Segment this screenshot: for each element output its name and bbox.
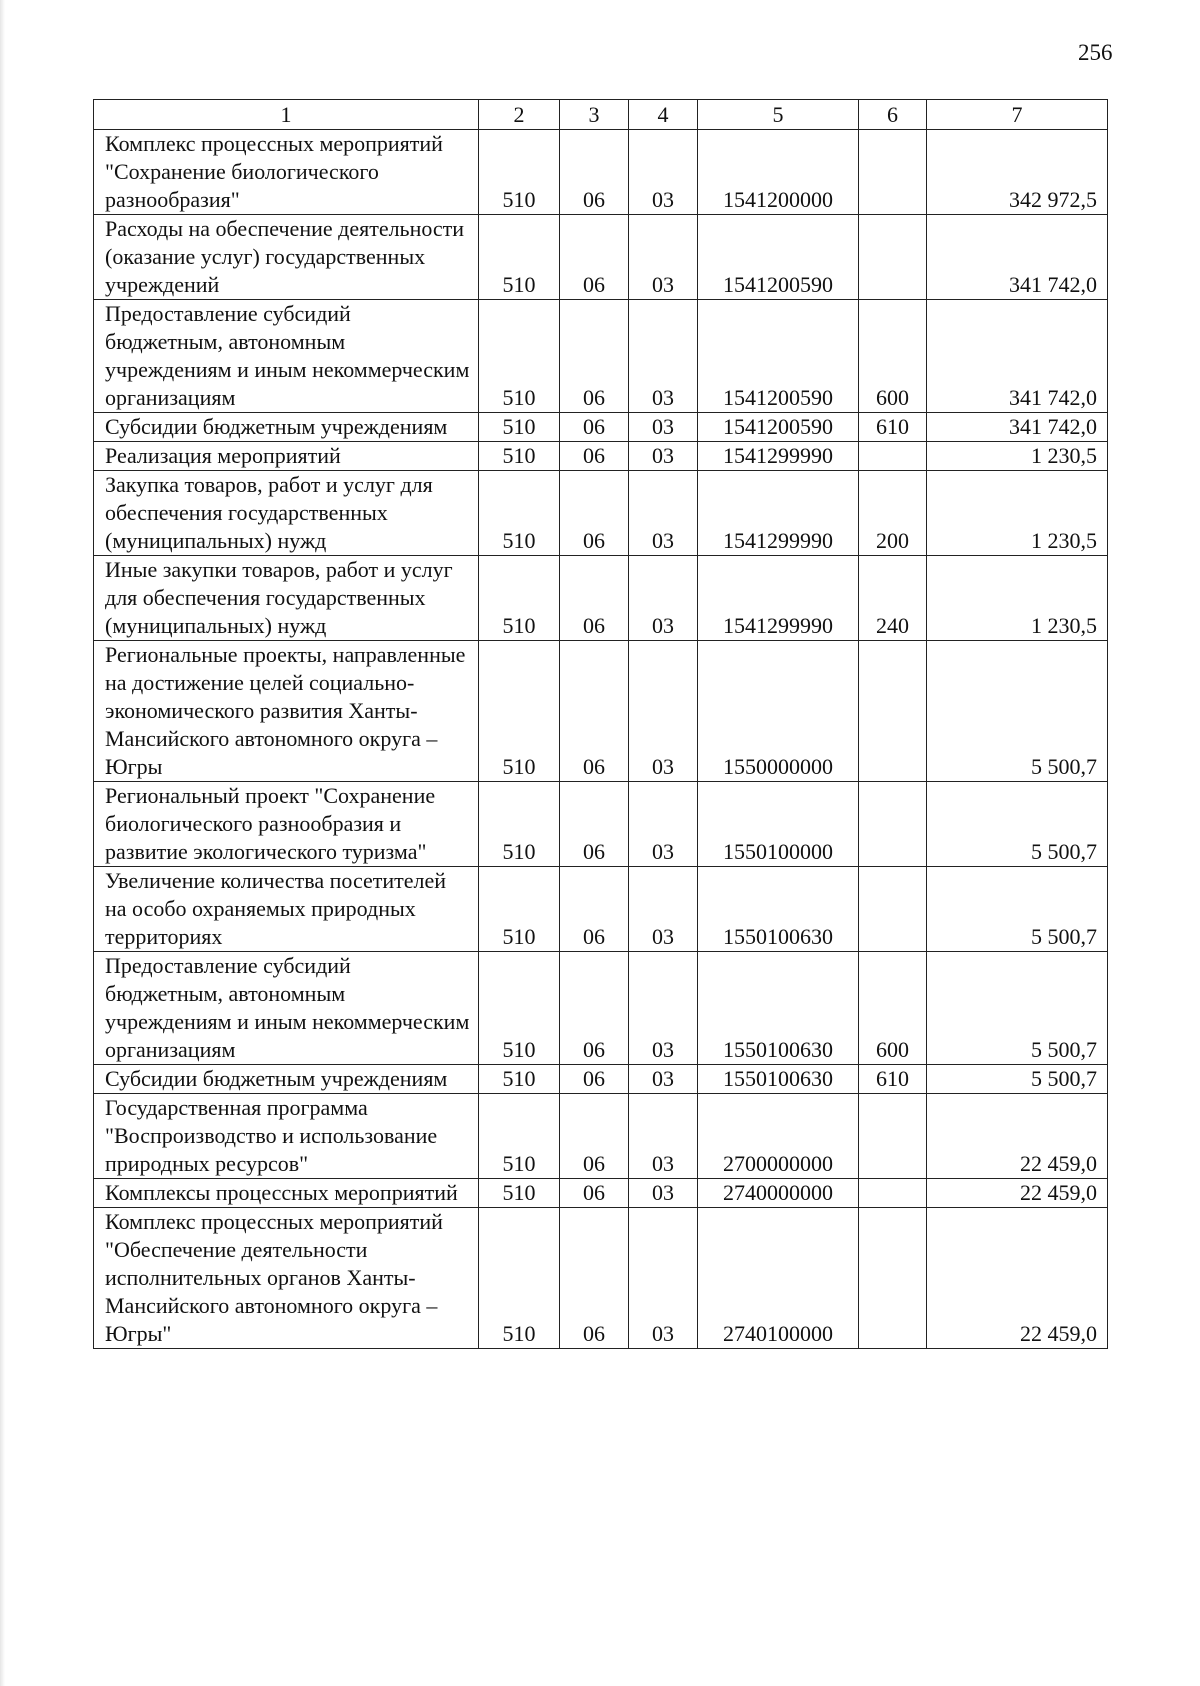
row-name-cell: Иные закупки товаров, работ и услуг для обеспечения государственных (муниципальных) нужд: [94, 556, 479, 641]
header-row: [94, 100, 1108, 130]
amount-cell: 5 500,7: [927, 782, 1108, 867]
section-code-cell: 06: [560, 130, 629, 215]
ministry-code-cell: 510: [479, 130, 560, 215]
column-header: 6: [859, 100, 927, 130]
row-name-cell: Комплекс процессных мероприятий "Сохранение биологического разнообразия": [94, 130, 479, 215]
ministry-code-cell: 510: [479, 215, 560, 300]
ministry-code-cell: 510: [479, 641, 560, 782]
target-article-cell: 1541299990: [698, 556, 859, 641]
ministry-code-cell: 510: [479, 867, 560, 952]
subsection-code-cell: 03: [629, 1208, 698, 1349]
subsection-code-cell: 03: [629, 556, 698, 641]
table-row: [94, 1208, 1108, 1349]
section-code-cell: 06: [560, 442, 629, 471]
target-article-cell: 1541299990: [698, 442, 859, 471]
subsection-code-cell: 03: [629, 413, 698, 442]
row-name-cell: Государственная программа "Воспроизводство и использование природных ресурсов": [94, 1094, 479, 1179]
target-article-cell: 1541200590: [698, 413, 859, 442]
section-code-cell: 06: [560, 1208, 629, 1349]
subsection-code-cell: 03: [629, 471, 698, 556]
subsection-code-cell: 03: [629, 867, 698, 952]
ministry-code-cell: 510: [479, 300, 560, 413]
target-article-cell: 1541200590: [698, 300, 859, 413]
target-article-cell: 1541200590: [698, 215, 859, 300]
table-row: [94, 442, 1108, 471]
row-name-cell: Региональный проект "Сохранение биологического разнообразия и развитие экологического туризма": [94, 782, 479, 867]
row-name-cell: Расходы на обеспечение деятельности (оказание услуг) государственных учреждений: [94, 215, 479, 300]
table-row: [94, 867, 1108, 952]
amount-cell: 5 500,7: [927, 641, 1108, 782]
amount-cell: 5 500,7: [927, 952, 1108, 1065]
section-code-cell: 06: [560, 215, 629, 300]
section-code-cell: 06: [560, 556, 629, 641]
ministry-code-cell: 510: [479, 1179, 560, 1208]
expense-type-cell: 600: [859, 300, 927, 413]
amount-cell: 1 230,5: [927, 556, 1108, 641]
ministry-code-cell: 510: [479, 556, 560, 641]
row-name-cell: Реализация мероприятий: [94, 442, 479, 471]
expense-type-cell: [859, 641, 927, 782]
table-row: [94, 952, 1108, 1065]
ministry-code-cell: 510: [479, 471, 560, 556]
table-row: [94, 471, 1108, 556]
page-number: 256: [1078, 40, 1113, 65]
row-name-cell: Комплекс процессных мероприятий "Обеспечение деятельности исполнительных органов Ханты-Мансийского автономного округа – Югры": [94, 1208, 479, 1349]
amount-cell: 341 742,0: [927, 215, 1108, 300]
expense-type-cell: [859, 1208, 927, 1349]
expense-type-cell: 240: [859, 556, 927, 641]
target-article-cell: 1541299990: [698, 471, 859, 556]
row-name-cell: Закупка товаров, работ и услуг для обеспечения государственных (муниципальных) нужд: [94, 471, 479, 556]
amount-cell: 342 972,5: [927, 130, 1108, 215]
section-code-cell: 06: [560, 952, 629, 1065]
row-name-cell: Региональные проекты, направленные на достижение целей социально-экономического развития Ханты-Мансийского автономного округа – Югры: [94, 641, 479, 782]
expense-type-cell: [859, 130, 927, 215]
section-code-cell: 06: [560, 471, 629, 556]
section-code-cell: 06: [560, 1094, 629, 1179]
target-article-cell: 1550100630: [698, 952, 859, 1065]
row-name-cell: Комплексы процессных мероприятий: [94, 1179, 479, 1208]
subsection-code-cell: 03: [629, 442, 698, 471]
subsection-code-cell: 03: [629, 130, 698, 215]
table-row: [94, 1094, 1108, 1179]
subsection-code-cell: 03: [629, 1179, 698, 1208]
column-header: 3: [560, 100, 629, 130]
expense-type-cell: 610: [859, 1065, 927, 1094]
ministry-code-cell: 510: [479, 952, 560, 1065]
target-article-cell: 2700000000: [698, 1094, 859, 1179]
ministry-code-cell: 510: [479, 1208, 560, 1349]
row-name-cell: Предоставление субсидий бюджетным, автономным учреждениям и иным некоммерческим организациям: [94, 300, 479, 413]
table-row: [94, 130, 1108, 215]
row-name-cell: Субсидии бюджетным учреждениям: [94, 1065, 479, 1094]
amount-cell: 5 500,7: [927, 1065, 1108, 1094]
expense-type-cell: [859, 442, 927, 471]
expense-type-cell: [859, 782, 927, 867]
column-header: 4: [629, 100, 698, 130]
amount-cell: 22 459,0: [927, 1094, 1108, 1179]
subsection-code-cell: 03: [629, 1065, 698, 1094]
row-name-cell: Предоставление субсидий бюджетным, автономным учреждениям и иным некоммерческим организациям: [94, 952, 479, 1065]
column-header: 7: [927, 100, 1108, 130]
target-article-cell: 1550000000: [698, 641, 859, 782]
expense-type-cell: 600: [859, 952, 927, 1065]
table-row: [94, 556, 1108, 641]
target-article-cell: 2740000000: [698, 1179, 859, 1208]
row-name-cell: Субсидии бюджетным учреждениям: [94, 413, 479, 442]
column-header: 1: [94, 100, 479, 130]
subsection-code-cell: 03: [629, 1094, 698, 1179]
subsection-code-cell: 03: [629, 300, 698, 413]
column-header: 5: [698, 100, 859, 130]
amount-cell: 1 230,5: [927, 442, 1108, 471]
table-row: [94, 641, 1108, 782]
table-row: [94, 413, 1108, 442]
amount-cell: 22 459,0: [927, 1208, 1108, 1349]
section-code-cell: 06: [560, 300, 629, 413]
expense-type-cell: 200: [859, 471, 927, 556]
column-header: 2: [479, 100, 560, 130]
table-row: [94, 300, 1108, 413]
section-code-cell: 06: [560, 413, 629, 442]
section-code-cell: 06: [560, 641, 629, 782]
expense-type-cell: [859, 867, 927, 952]
target-article-cell: 1550100000: [698, 782, 859, 867]
ministry-code-cell: 510: [479, 413, 560, 442]
table-row: [94, 1179, 1108, 1208]
amount-cell: 341 742,0: [927, 300, 1108, 413]
section-code-cell: 06: [560, 867, 629, 952]
expense-type-cell: [859, 1179, 927, 1208]
row-name-cell: Увеличение количества посетителей на особо охраняемых природных территориях: [94, 867, 479, 952]
subsection-code-cell: 03: [629, 952, 698, 1065]
subsection-code-cell: 03: [629, 215, 698, 300]
ministry-code-cell: 510: [479, 442, 560, 471]
amount-cell: 22 459,0: [927, 1179, 1108, 1208]
expense-type-cell: [859, 215, 927, 300]
table-row: [94, 1065, 1108, 1094]
ministry-code-cell: 510: [479, 782, 560, 867]
target-article-cell: 1550100630: [698, 1065, 859, 1094]
expense-type-cell: [859, 1094, 927, 1179]
expense-type-cell: 610: [859, 413, 927, 442]
amount-cell: 341 742,0: [927, 413, 1108, 442]
target-article-cell: 1550100630: [698, 867, 859, 952]
section-code-cell: 06: [560, 1179, 629, 1208]
budget-table: [93, 99, 1108, 1349]
amount-cell: 5 500,7: [927, 867, 1108, 952]
target-article-cell: 1541200000: [698, 130, 859, 215]
ministry-code-cell: 510: [479, 1065, 560, 1094]
subsection-code-cell: 03: [629, 782, 698, 867]
subsection-code-cell: 03: [629, 641, 698, 782]
scan-edge: [0, 0, 5, 1686]
table-row: [94, 215, 1108, 300]
section-code-cell: 06: [560, 782, 629, 867]
amount-cell: 1 230,5: [927, 471, 1108, 556]
section-code-cell: 06: [560, 1065, 629, 1094]
ministry-code-cell: 510: [479, 1094, 560, 1179]
target-article-cell: 2740100000: [698, 1208, 859, 1349]
table-row: [94, 782, 1108, 867]
